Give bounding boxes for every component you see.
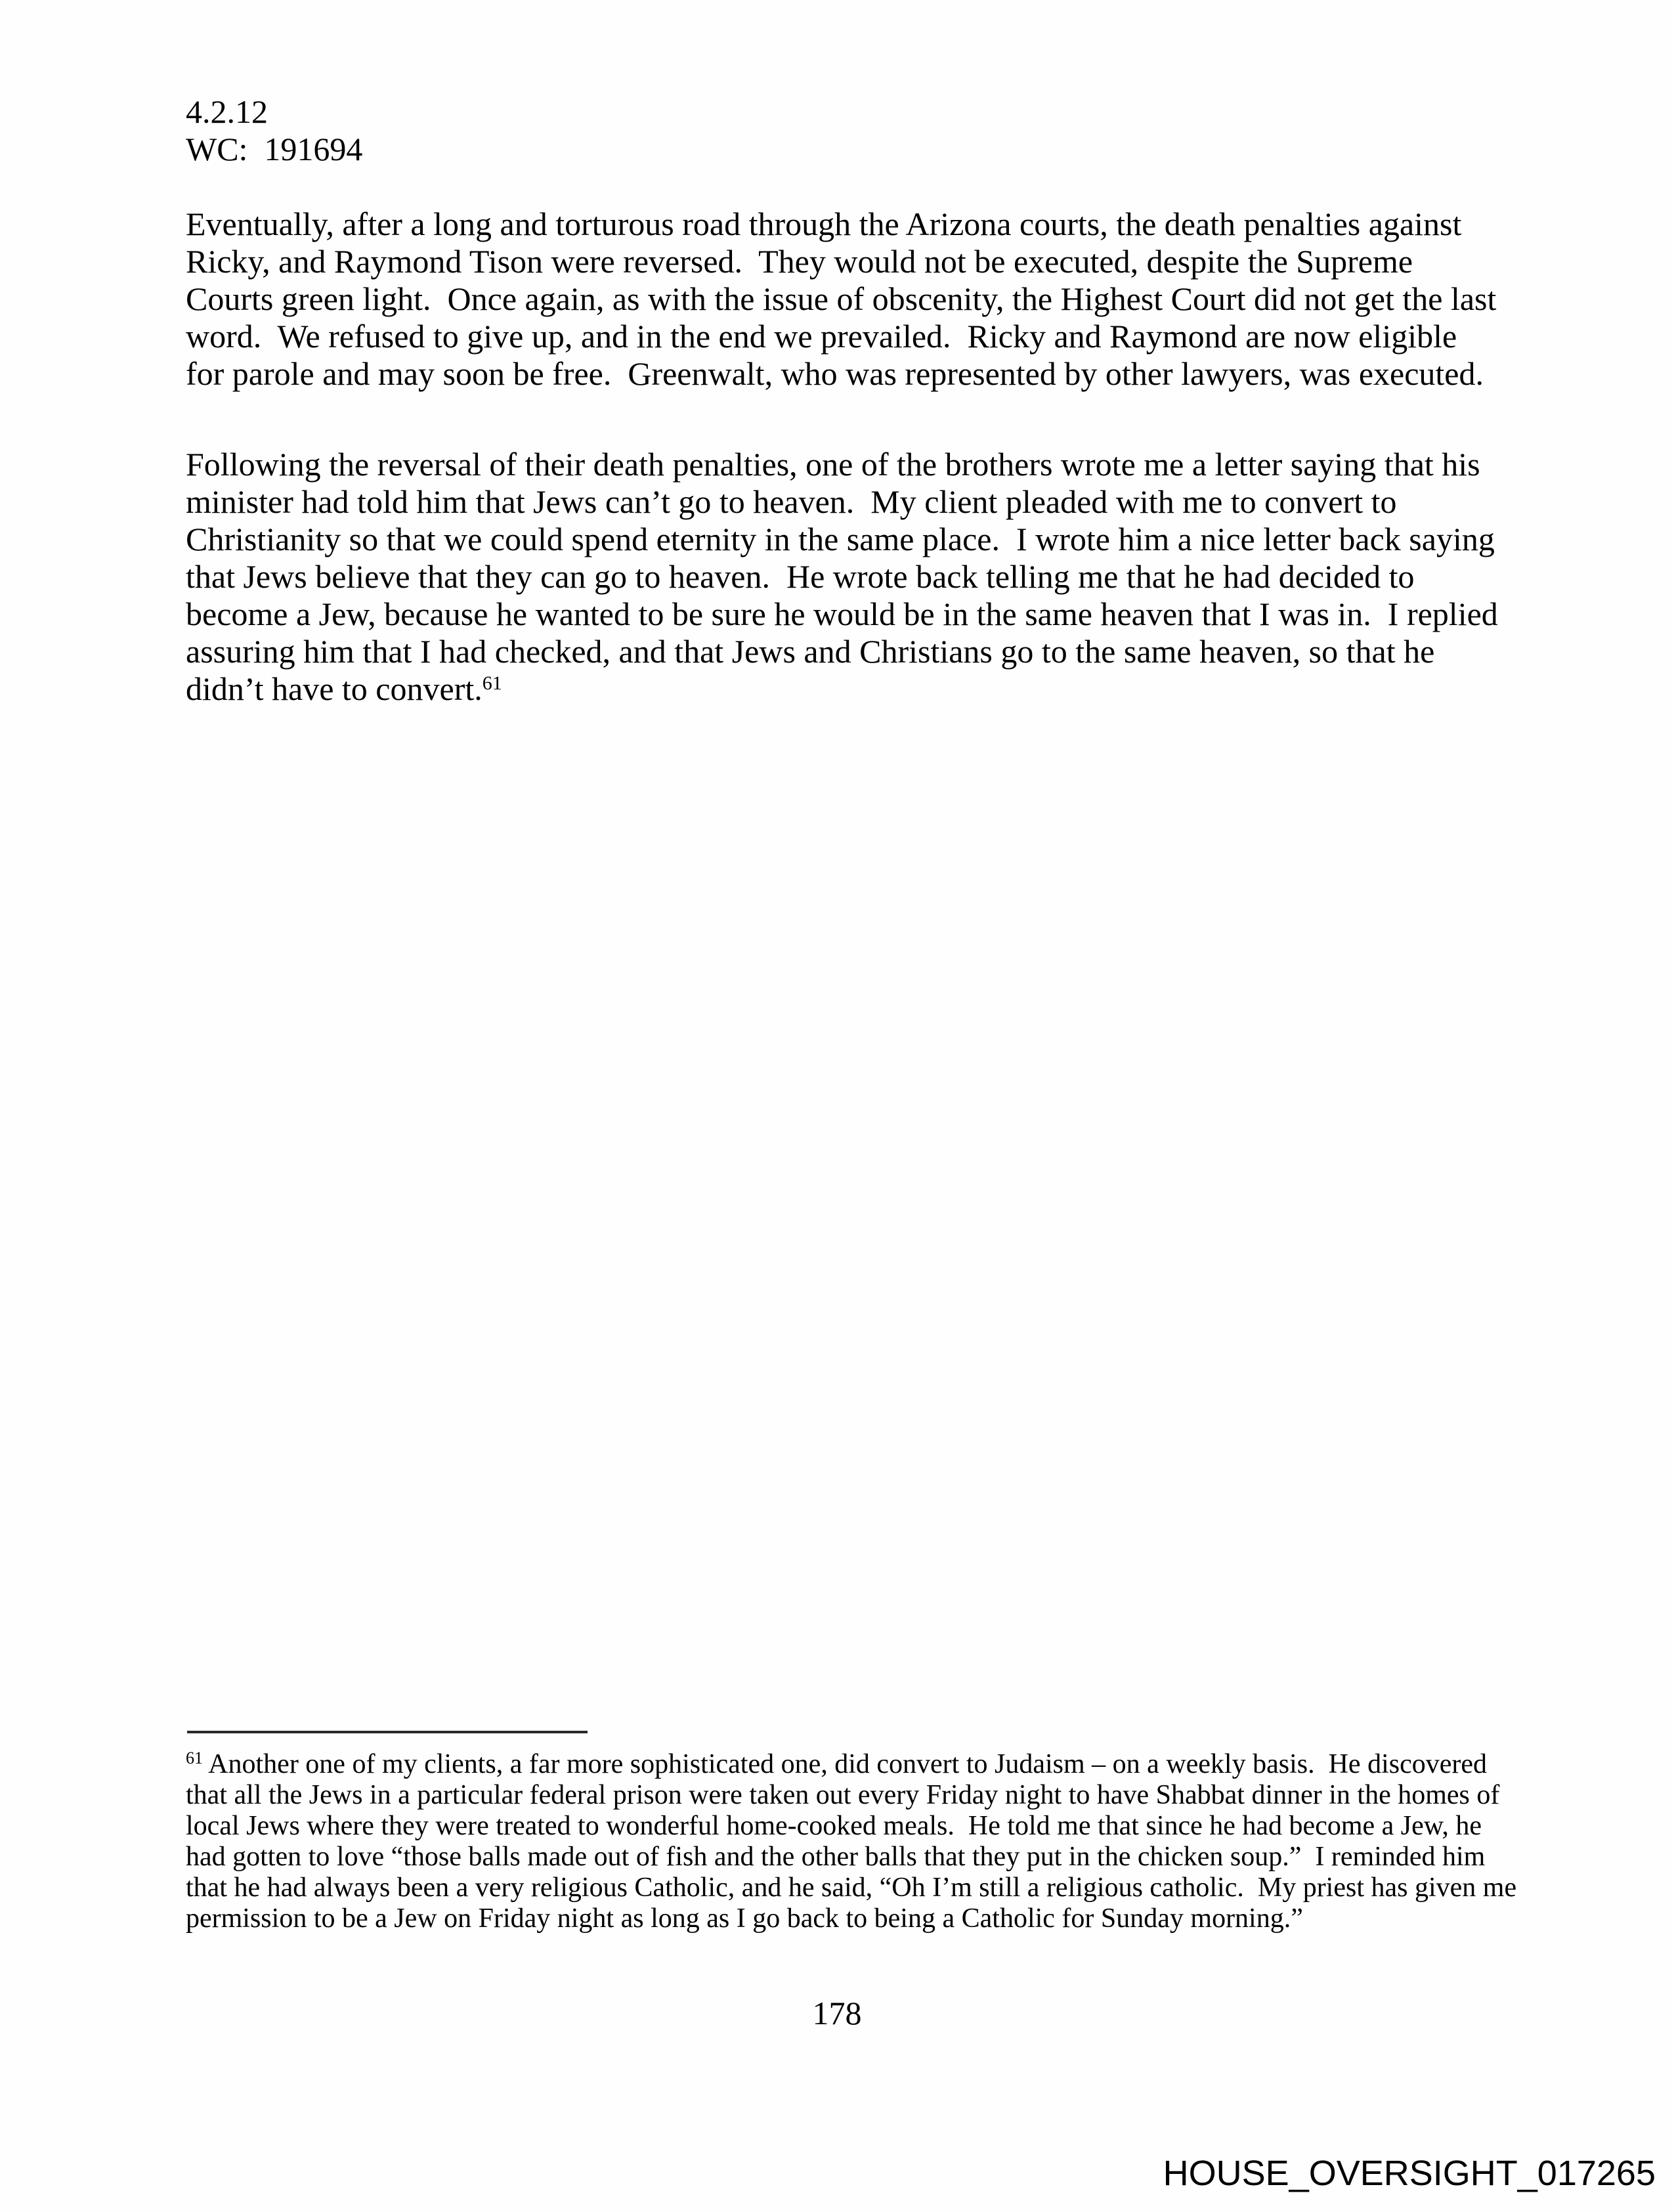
footnote-text (186, 1748, 1524, 1934)
paragraph-1: Eventually, after a long and torturous road through the Arizona courts, the death penalties against Ricky, and Raymond Tison were reversed. They would not be executed, despite the Supreme Courts green light. Once again, as with the issue of obscenity, the Highest Court did not get the last word. We refused to give up, and in the end we prevailed. Ricky and Raymond are now eligible for parole and may soon be free. Greenwalt, who was represented by other lawyers, was executed. (186, 206, 1505, 392)
footnote-number: 61 (186, 1748, 203, 1767)
document-header (186, 93, 1502, 168)
footnote-body: Another one of my clients, a far more sophisticated one, did convert to Judaism – on a weekly basis. He discovered that all the Jews in a particular federal prison were taken out every Friday night to have Shabbat dinner in the homes of local Jews where they were treated to wonderful home-cooked meals. He told me that since he had become a Jew, he had gotten to love “those balls made out of fish and the other balls that they put in the chicken soup.” I reminded him that he had always been a very religious Catholic, and he said, “Oh I’m still a religious catholic. My priest has given me permission to be a Jew on Friday night as long as I go back to being a Catholic for Sunday morning.” (186, 1749, 1524, 1934)
bates-number: HOUSE_OVERSIGHT_017265 (1163, 2154, 1656, 2193)
paragraph-2 (186, 446, 1507, 708)
footnote-reference: 61 (482, 672, 502, 694)
paragraph-2-text: Following the reversal of their death penalties, one of the brothers wrote me a letter saying that his minister had told him that Jews can’t go to heaven. My client pleaded with me to convert to Christianity so that we could spend eternity in the same place. I wrote him a nice letter back saying that Jews believe that they can go to heaven. He wrote back telling me that he had decided to become a Jew, because he wanted to be sure he would be in the same heaven that I was in. I replied assuring him that I had checked, and that Jews and Christians go to the same heaven, so that he didn’t have to convert. (186, 446, 1507, 707)
footnote-separator-line (187, 1731, 588, 1733)
footnote-area (186, 1731, 1524, 1934)
document-content (186, 93, 1507, 708)
header-date: 4.2.12 (186, 93, 268, 130)
page-number: 178 (812, 1995, 862, 2031)
header-word-count: WC: 191694 (186, 131, 363, 167)
